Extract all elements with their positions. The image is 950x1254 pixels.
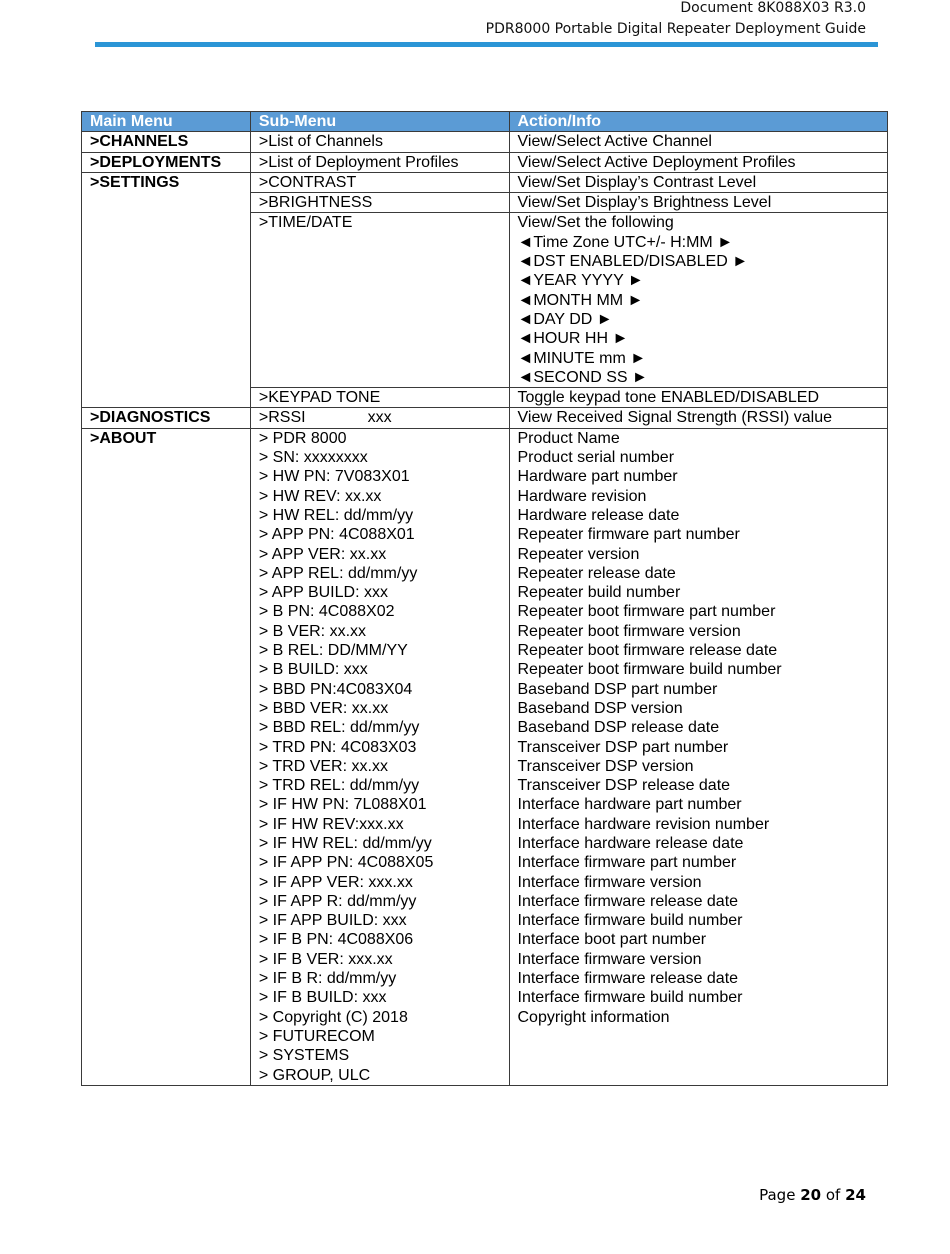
of-label: of: [825, 1186, 841, 1204]
timedate-line: ◄SECOND SS ►: [517, 368, 648, 386]
about-sub-item: > FUTURECOM: [258, 1027, 375, 1045]
table-row-about: [82, 428, 888, 1085]
rssi-value: xxx: [367, 409, 392, 427]
column-header-main-menu: Main Menu: [82, 112, 251, 132]
about-action-item: Hardware revision: [517, 487, 647, 505]
about-action-item: Interface firmware release date: [517, 892, 739, 910]
main-menu-diagnostics: >DIAGNOSTICS: [82, 408, 251, 428]
about-sub-item: > TRD REL: dd/mm/yy: [258, 777, 420, 795]
action-brightness: View/Set Display’s Brightness Level: [509, 193, 888, 213]
about-sub-item: > B PN: 4C088X02: [258, 603, 395, 621]
timedate-line: ◄DAY DD ►: [517, 310, 613, 328]
about-sub-item: > HW REL: dd/mm/yy: [258, 506, 414, 524]
about-action-item: Repeater boot firmware build number: [517, 661, 782, 679]
about-action-item: Baseband DSP release date: [517, 719, 720, 737]
about-sub-item: > HW PN: 7V083X01: [258, 468, 410, 486]
about-sub-item: > IF HW PN: 7L088X01: [258, 796, 427, 814]
about-action-item: Repeater boot firmware version: [517, 622, 741, 640]
about-sub-item: > B REL: DD/MM/YY: [258, 642, 408, 660]
sub-menu-rssi: [250, 408, 509, 428]
about-sub-item: > IF APP R: dd/mm/yy: [258, 892, 417, 910]
table-row-channels: [82, 132, 888, 152]
about-sub-item: > B BUILD: xxx: [258, 661, 368, 679]
menu-table: [81, 111, 888, 1086]
about-sub-item: > IF B PN: 4C088X06: [258, 931, 414, 949]
about-sub-menu-list: [250, 428, 509, 1085]
about-action-item: Repeater firmware part number: [517, 526, 740, 544]
action-channels: View/Select Active Channel: [509, 132, 888, 152]
about-action-item: Baseband DSP part number: [517, 680, 718, 698]
action-contrast: View/Set Display’s Contrast Level: [509, 172, 888, 192]
main-menu-deployments: >DEPLOYMENTS: [82, 152, 251, 172]
about-sub-item: > IF HW REV:xxx.xx: [258, 815, 404, 833]
page-number: 20: [800, 1186, 822, 1204]
sub-menu-contrast: >CONTRAST: [250, 172, 509, 192]
about-action-item: Repeater boot firmware part number: [517, 603, 776, 621]
timedate-line: View/Set the following: [517, 214, 674, 232]
action-diagnostics: View Received Signal Strength (RSSI) value: [509, 408, 888, 428]
total-pages: 24: [845, 1186, 866, 1204]
about-sub-item: > BBD REL: dd/mm/yy: [258, 719, 420, 737]
sub-menu-deployment-profiles: >List of Deployment Profiles: [250, 152, 509, 172]
timedate-line: ◄MINUTE mm ►: [517, 349, 647, 367]
about-action-item: Interface hardware part number: [517, 796, 742, 814]
timedate-line: ◄Time Zone UTC+/- H:MM ►: [517, 233, 734, 251]
main-menu-settings: >SETTINGS: [82, 172, 251, 408]
about-sub-item: > B VER: xx.xx: [258, 622, 367, 640]
about-sub-item: > BBD PN:4C083X04: [258, 680, 413, 698]
timedate-line: ◄YEAR YYYY ►: [517, 272, 644, 290]
about-sub-item: > GROUP, ULC: [258, 1066, 371, 1084]
about-action-item: Interface firmware build number: [517, 989, 743, 1007]
timedate-line: ◄MONTH MM ►: [517, 291, 644, 309]
about-action-item: Interface boot part number: [517, 931, 707, 949]
table-row-contrast: [82, 172, 888, 192]
about-sub-item: > Copyright (C) 2018: [258, 1008, 408, 1026]
document-title: PDR8000 Portable Digital Repeater Deployment Guide: [485, 21, 866, 37]
about-sub-item: > IF B BUILD: xxx: [258, 989, 387, 1007]
about-action-item: Repeater boot firmware release date: [517, 642, 778, 660]
about-action-item: Hardware release date: [517, 506, 680, 524]
timedate-line: ◄HOUR HH ►: [517, 330, 629, 348]
column-header-sub-menu: Sub-Menu: [250, 112, 509, 132]
about-sub-item: > SN: xxxxxxxx: [258, 449, 368, 467]
about-sub-item: > IF APP PN: 4C088X05: [258, 854, 434, 872]
about-sub-item: > TRD PN: 4C083X03: [258, 738, 417, 756]
action-time-date: [509, 213, 888, 388]
table-row-diagnostics: [82, 408, 888, 428]
sub-menu-brightness: >BRIGHTNESS: [250, 193, 509, 213]
about-action-list: [509, 428, 888, 1085]
about-sub-item: > HW REV: xx.xx: [258, 487, 382, 505]
table-row-deployments: [82, 152, 888, 172]
about-sub-item: > IF B R: dd/mm/yy: [258, 970, 397, 988]
main-menu-about: >ABOUT: [82, 428, 251, 1085]
about-sub-item: > SYSTEMS: [258, 1047, 350, 1065]
column-header-action-info: Action/Info: [509, 112, 888, 132]
document-number: Document 8K088X03 R3.0: [680, 0, 866, 16]
about-action-item: Transceiver DSP version: [517, 757, 694, 775]
about-action-item: Interface hardware revision number: [517, 815, 770, 833]
page-label: Page: [759, 1186, 796, 1204]
about-action-item: Hardware part number: [517, 468, 678, 486]
about-action-item: Interface firmware build number: [517, 912, 743, 930]
action-deployments: View/Select Active Deployment Profiles: [509, 152, 888, 172]
about-action-item: Repeater build number: [517, 584, 681, 602]
about-sub-item: > APP PN: 4C088X01: [258, 526, 415, 544]
about-action-item: Repeater release date: [517, 564, 676, 582]
about-action-item: Product Name: [517, 429, 620, 447]
about-action-item: Copyright information: [517, 1008, 670, 1026]
table-header-row: [82, 112, 888, 132]
about-sub-item: > IF B VER: xxx.xx: [258, 950, 393, 968]
about-sub-item: > APP VER: xx.xx: [258, 545, 387, 563]
header-rule: [95, 42, 878, 47]
sub-menu-list-of-channels: >List of Channels: [250, 132, 509, 152]
about-sub-item: > APP REL: dd/mm/yy: [258, 564, 418, 582]
rssi-label: >RSSI: [258, 409, 306, 427]
about-action-item: Interface firmware version: [517, 950, 702, 968]
about-action-item: Interface hardware release date: [517, 834, 744, 852]
main-menu-channels: >CHANNELS: [82, 132, 251, 152]
about-action-item: Repeater version: [517, 545, 640, 563]
about-sub-item: > IF APP VER: xxx.xx: [258, 873, 413, 891]
about-action-item: Transceiver DSP part number: [517, 738, 729, 756]
page-footer: [759, 1186, 866, 1204]
sub-menu-keypad-tone: >KEYPAD TONE: [250, 388, 509, 408]
about-sub-item: > BBD VER: xx.xx: [258, 699, 389, 717]
timedate-line: ◄DST ENABLED/DISABLED ►: [517, 253, 749, 271]
about-action-item: Interface firmware release date: [517, 970, 739, 988]
about-action-item: Transceiver DSP release date: [517, 777, 731, 795]
action-keypad-tone: Toggle keypad tone ENABLED/DISABLED: [509, 388, 888, 408]
about-sub-item: > APP BUILD: xxx: [258, 584, 388, 602]
about-action-item: Baseband DSP version: [517, 699, 683, 717]
about-sub-item: > PDR 8000: [258, 429, 347, 447]
sub-menu-time-date: >TIME/DATE: [250, 213, 509, 388]
about-sub-item: > TRD VER: xx.xx: [258, 757, 388, 775]
about-action-item: Interface firmware part number: [517, 854, 737, 872]
about-sub-item: > IF HW REL: dd/mm/yy: [258, 834, 432, 852]
about-action-item: Interface firmware version: [517, 873, 702, 891]
about-sub-item: > IF APP BUILD: xxx: [258, 912, 407, 930]
about-action-item: Product serial number: [517, 449, 675, 467]
